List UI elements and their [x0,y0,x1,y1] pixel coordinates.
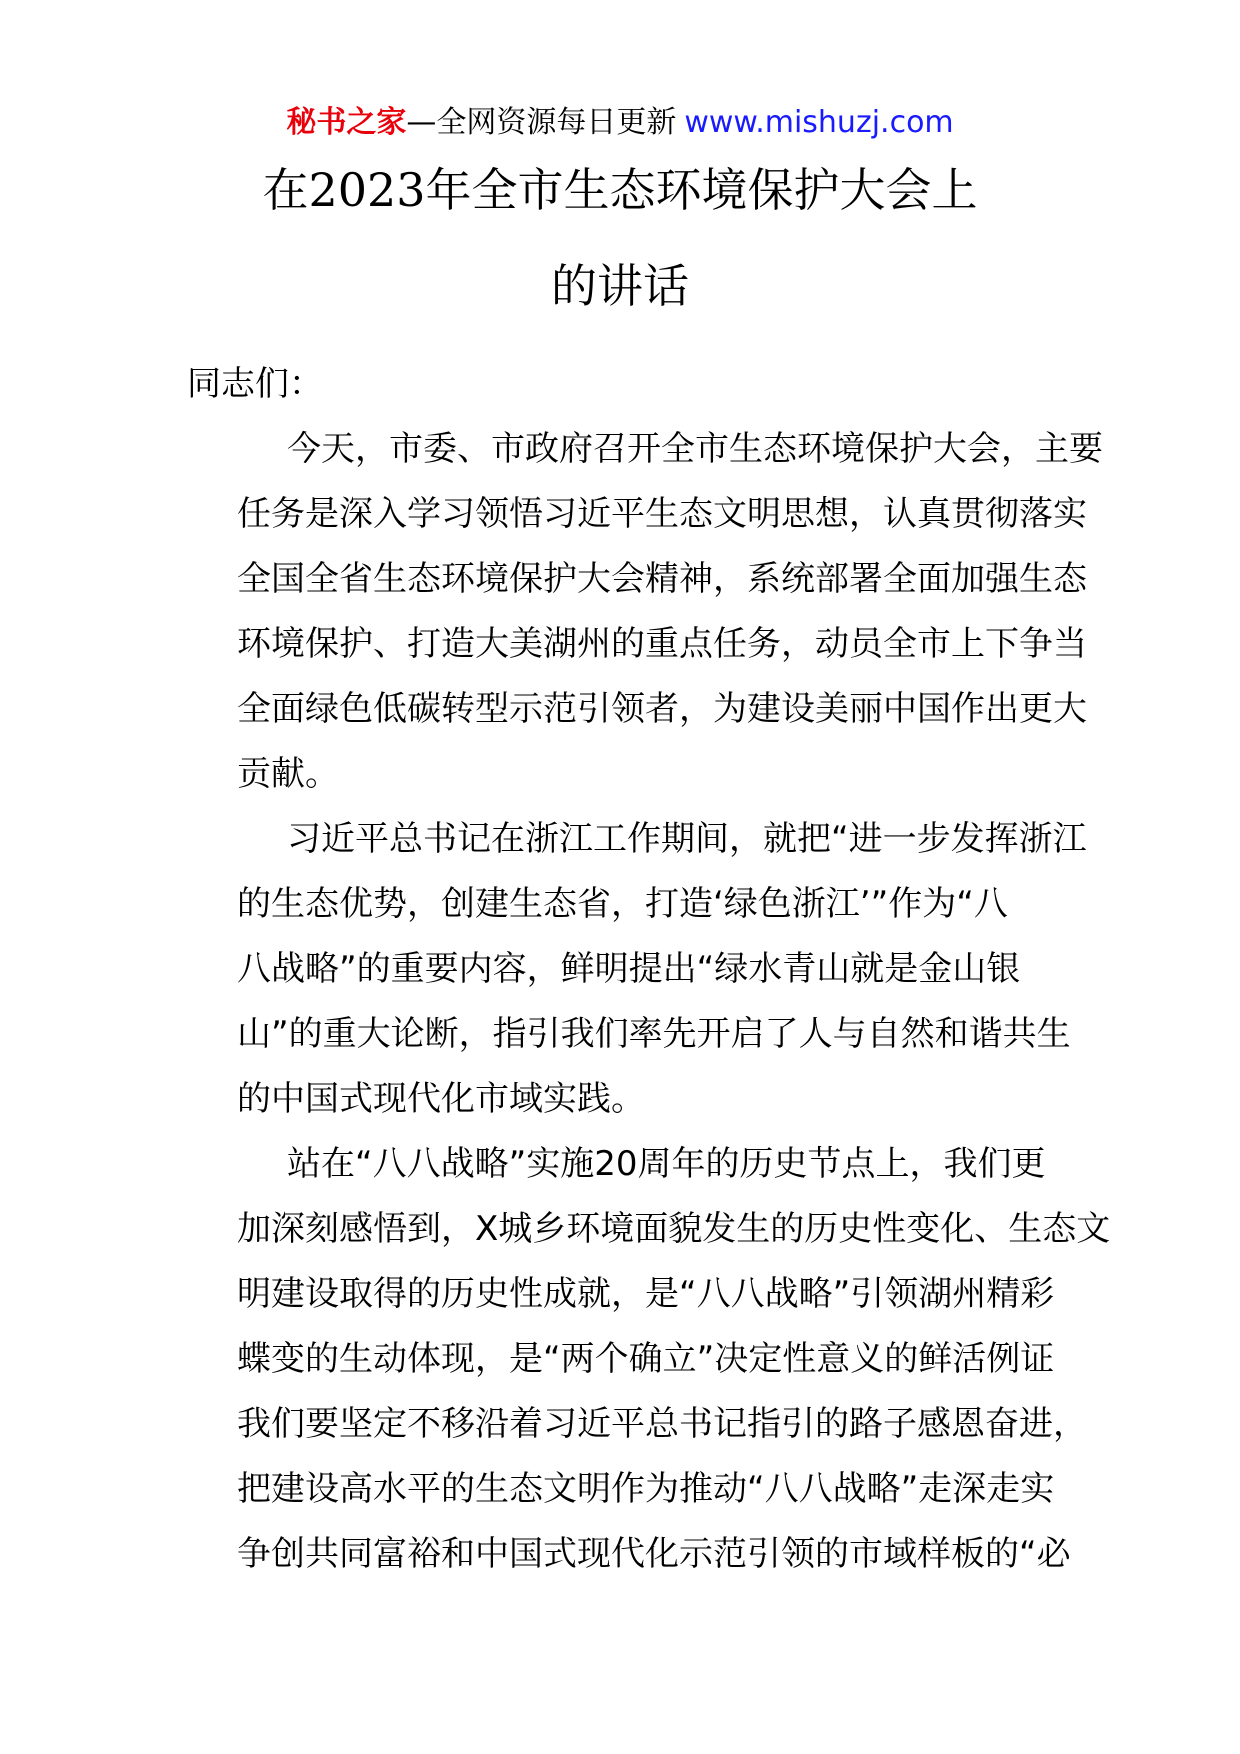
paragraph-line: 的中国式现代化市域实践。 [237,1079,645,1119]
paragraph-line: 八战略”的重要内容，鲜明提出“绿水青山就是金山银 [237,949,1021,989]
paragraph-line: 把建设高水平的生态文明作为推动“八八战略”走深走实 [237,1469,1055,1509]
paragraph-line: 蝶变的生动体现，是“两个确立”决定性意义的鲜活例证 [237,1339,1055,1379]
paragraph-1 [187,417,1103,807]
site-tagline: —全网资源每日更新 [406,105,677,140]
title-prefix: 在 [262,163,309,217]
paragraph-line: 贡献。 [237,754,339,794]
document-title-line-2: 的讲话 [551,259,689,313]
paragraph-2 [187,807,1087,1132]
paragraph-line: 明建设取得的历史性成就，是“八八战略”引领湖州精彩 [237,1274,1055,1314]
paragraph-line: 加深刻感悟到，X城乡环境面貌发生的历史性变化、生态文 [237,1209,1111,1249]
paragraph-line: 山”的重大论断，指引我们率先开启了人与自然和谐共生 [237,1014,1071,1054]
site-header [0,103,1240,143]
paragraph-line: 全国全省生态环境保护大会精神，系统部署全面加强生态 [237,559,1087,599]
paragraph-line: 今天，市委、市政府召开全市生态环境保护大会，主要 [287,429,1103,469]
paragraph-3 [187,1132,1111,1587]
paragraph-line: 任务是深入学习领悟习近平生态文明思想，认真贯彻落实 [237,494,1087,534]
document-body [187,352,1111,1587]
paragraph-line: 争创共同富裕和中国式现代化示范引领的市域样板的“必 [237,1534,1071,1574]
paragraph-line: 全面绿色低碳转型示范引领者，为建设美丽中国作出更大 [237,689,1087,729]
paragraph-line: 的生态优势，创建生态省，打造‘绿色浙江’”作为“八 [237,884,1008,924]
paragraph-line: 环境保护、打造大美湖州的重点任务，动员全市上下争当 [237,624,1087,664]
title-year: 2023 [308,163,426,217]
paragraph-line: 我们要坚定不移沿着习近平总书记指引的路子感恩奋进， [237,1404,1087,1444]
paragraph-line: 习近平总书记在浙江工作期间，就把“进一步发挥浙江 [287,819,1087,859]
document-title-line-1 [0,160,1240,220]
paragraph-line: 站在“八八战略”实施20周年的历史节点上，我们更 [287,1144,1046,1184]
site-url-link[interactable]: www.mishuzj.com [684,105,954,140]
salutation-text: 同志们： [187,364,323,404]
title-suffix: 年全市生态环境保护大会上 [425,163,978,217]
site-name: 秘书之家 [286,105,407,140]
salutation [187,352,1057,417]
